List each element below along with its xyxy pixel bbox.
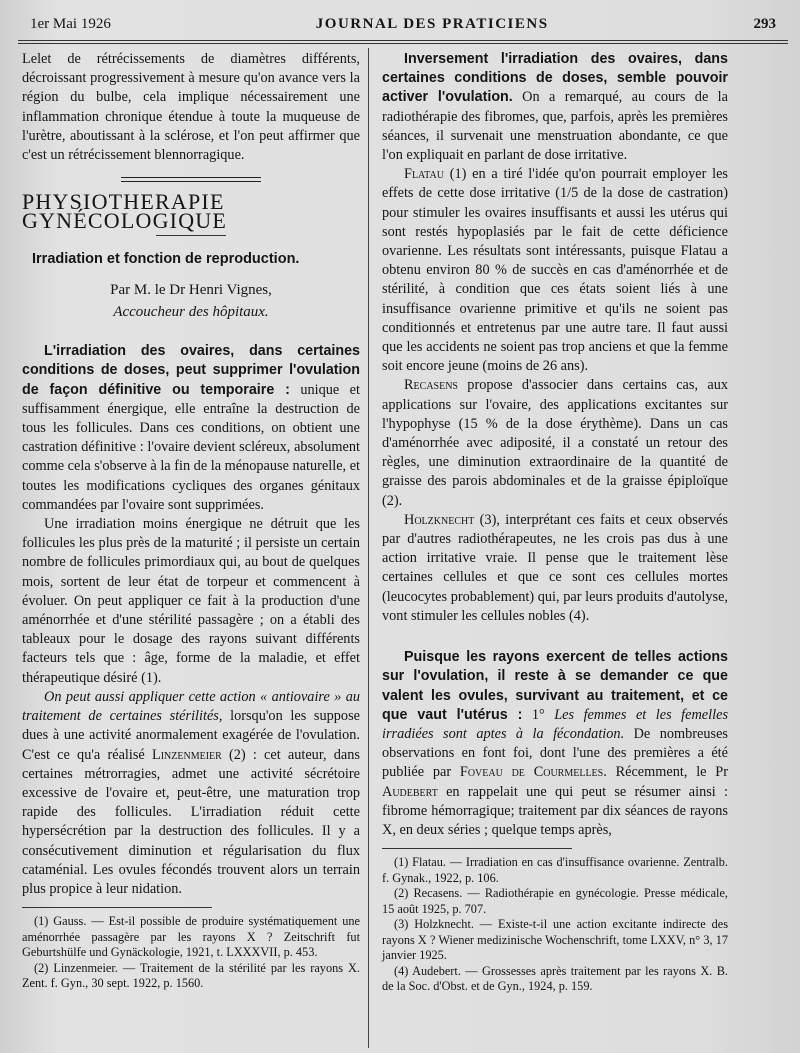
footnotes-left <box>22 914 360 992</box>
bold-lead: L'irradiation des ovaires, dans certaines conditions de doses, peut supprimer l'ovulation de façon définitive ou temporaire : <box>22 343 360 398</box>
author-name: Holzknecht <box>404 511 475 528</box>
journal-title: JOURNAL DES PRATICIENS <box>315 16 549 32</box>
paragraph-temporary: Une irradiation moins énergique ne détruit que les follicules les plus près de la maturité ; il persiste un certain nombre de follicules primordiaux qui, au bout de quelques mois, sortent de leur état de torpeur et commencent à évoluer. On peut appliquer ce fait à la production d'une aménorrhée et d'une stérilité passagère ; on a établi des tableaux pour le dosage des rayons suivant différents facteurs tels que : âge, forme de la maladie, et effet thérapeutique désiré (1). <box>22 516 360 686</box>
author-name: Foveau de Courmelles <box>459 764 604 781</box>
header-rule <box>18 40 788 44</box>
footnote: (2) Linzenmeier. — Traitement de la stérilité par les rayons X. Zent. f. Gyn., 30 sept. 1922, p. 1560. <box>22 960 360 991</box>
section-title: PHYSIOTHERAPIE GYNÉCOLOGIQUE <box>22 189 228 234</box>
header-date: 1er Mai 1926 <box>30 16 111 32</box>
left-column <box>22 50 360 992</box>
continuation-paragraph: Lelet de rétrécissements de diamètres différents, décroissant progressivement à mesure qu'on avance vers la région du bulbe, cela implique nécessairement une inflammation chronique étendue à toute la muqueuse de l'urètre, aboutissant à la sclérose, et l'on peut affirmer que c'est un rétrécissement blennorragique. <box>22 51 360 164</box>
footnotes-right <box>382 855 728 995</box>
bold-lead: Inversement l'irradiation des ovaires, dans certaines conditions de doses, semble pouvoir activer l'ovulation. <box>382 51 728 106</box>
section-separator <box>121 177 261 182</box>
footnote-rule <box>22 907 212 908</box>
page-number: 293 <box>753 16 776 32</box>
paragraph-ovules <box>382 648 728 840</box>
paragraph-antiovaire <box>22 688 360 899</box>
paragraph-recasens <box>382 376 728 510</box>
column-divider <box>368 48 369 1048</box>
footnote: (1) Flatau. — Irradiation en cas d'insuffisance ovarienne. Zentralb. f. Gynak., 1922, p. 106. <box>382 855 728 885</box>
paragraph-text: unique et suffisamment énergique, elle entraîne la destruction de tous les follicules. Dans ces conditions, on obtient une castration définitive : l'ovaire devient scléreux, absolument comme cela s'observe à la fin de la ménopause naturelle, et toutes les modifications cycliques des organes génitaux commandées par l'ovaire sont supprimées. <box>22 381 361 513</box>
article-title: Irradiation et fonction de reproduction. <box>32 250 300 267</box>
paragraph-suppression <box>22 342 360 515</box>
paragraph-text: 1° <box>522 706 555 723</box>
author-affiliation: Accoucheur des hôpitaux. <box>113 304 269 321</box>
footnote: (3) Holzknecht. — Existe-t-il une action excitante indirecte des rayons X ? Wiener medizinische Wochenschrift, tome LXXV, n° 3, 17 janvier 1925. <box>382 917 728 963</box>
paragraph-activation <box>382 50 728 165</box>
italic-lead: On peut aussi appliquer cette action « antiovaire » au traitement de certaines stérilités, <box>22 688 360 725</box>
author-byline: Par M. le Dr Henri Vignes, <box>110 281 272 298</box>
paragraph-text: . Récemment, le Pr <box>603 764 728 781</box>
paragraph-text: (1) en a tiré l'idée qu'on pourrait employer les effets de cette dose irritative (1/5 de la dose de castration) pour stimuler les ovaires insuffisants et aussi les utérus qui sont restés hypoplasiés par le fait de cette déficience ovarienne. Les résultats sont intéressants, puisque Flatau a obtenu environ 80 % de succès en cas d'aménorrhée et de stérilité, à condition que ces états soient liés à une insuffisance ovarienne primitive et qu'ils ne soient pas conditionnés et entretenus par une autre tare. Il faut aussi que les accidents ne soient pas trop anciens et que la femme soit encore jeune (moins de 26 ans). <box>382 166 728 375</box>
author-name: Recasens <box>404 377 458 394</box>
author-name: Linzenmeier <box>151 746 222 763</box>
paragraph-text: propose d'associer dans certains cas, aux applications sur l'ovaire, des applications excitantes sur l'hypophyse (15 % de la dose érythème). Dans un cas d'aménorrhée avec adiposité, il a constaté un retour des règles, une diminution extraordinaire de la quantité de graisse des parois abdominales et de la graisse épiploïque (2). <box>382 377 728 509</box>
paragraph-text: (2) : cet auteur, dans certaines métrorragies, admet une activité sécrétoire excessive de l'ovaire et, peut-être, une maturation trop rapide des follicules. L'irradiation réduit cette hypersécrétion par la destruction des follicules. Il y a consécutivement diminution et régularisation du flux cataménial. Les ovules fécondés trouvent alors un terrain plus propice à leur nidation. <box>22 746 360 897</box>
right-column <box>382 50 728 995</box>
paragraph-text: On a remarqué, au cours de la radiothérapie des fibromes, que, parfois, après les premières séances, il survenait une menstruation abondante, ce que l'on expliquait en parlant de dose irritative. <box>382 89 728 164</box>
footnote-rule <box>382 848 572 849</box>
footnote: (4) Audebert. — Grossesses après traitement par les rayons X. B. de la Soc. d'Obst. et de Gyn., 1924, p. 159. <box>382 963 728 994</box>
italic-phrase: Les femmes et les femelles irradiées sont aptes à la fécondation. <box>382 706 729 742</box>
paragraph-flatau <box>382 165 728 376</box>
bold-lead: Puisque les rayons exercent de telles actions sur l'ovulation, il reste à se demander ce que valent les ovules, survivant au traitement, et ce que vaut l'utérus : <box>382 649 728 723</box>
paragraph-gap <box>382 626 728 648</box>
footnote: (2) Recasens. — Radiothérapie en gynécologie. Presse médicale, 15 août 1925, p. 707. <box>382 886 728 916</box>
running-head <box>30 16 776 38</box>
author-name: Flatau <box>404 166 444 183</box>
author-name: Audebert <box>382 783 438 800</box>
footnote: (1) Gauss. — Est-il possible de produire systématiquement une aménorrhée passagère par les rayons X ? Zeitschrift fut Geburtshülfe und Gynäckologie, 1921, t. LXXXVII, p. 453. <box>22 914 360 960</box>
paragraph-text: De nombreuses observations en font foi, dont l'une des premières a été publiée par <box>382 725 728 781</box>
paragraph-text: en rappelait une qui peut se résumer ainsi : fibrome hémorragique; traitement par dix séances de rayons X, en deux séries ; quelque temps après, <box>382 783 728 838</box>
paragraph-text: (3), interprétant ces faits et ceux observés par d'autres radiothérapeutes, ne les crois pas dus à une action irritative vraie. Il pense que le traitement lèse certaines cellules et que ce sont ces cellules mortes (leucocytes probablement) qui, par leurs produits d'autolyse, vont stimuler les cellules nobles (4). <box>382 511 728 624</box>
paragraph-holzknecht <box>382 511 728 626</box>
title-underline <box>156 235 226 236</box>
paragraph-text: lorsqu'on les suppose dues à une activité anormalement exagérée de l'ovulation. C'est ce qu'a réalisé <box>22 708 360 763</box>
